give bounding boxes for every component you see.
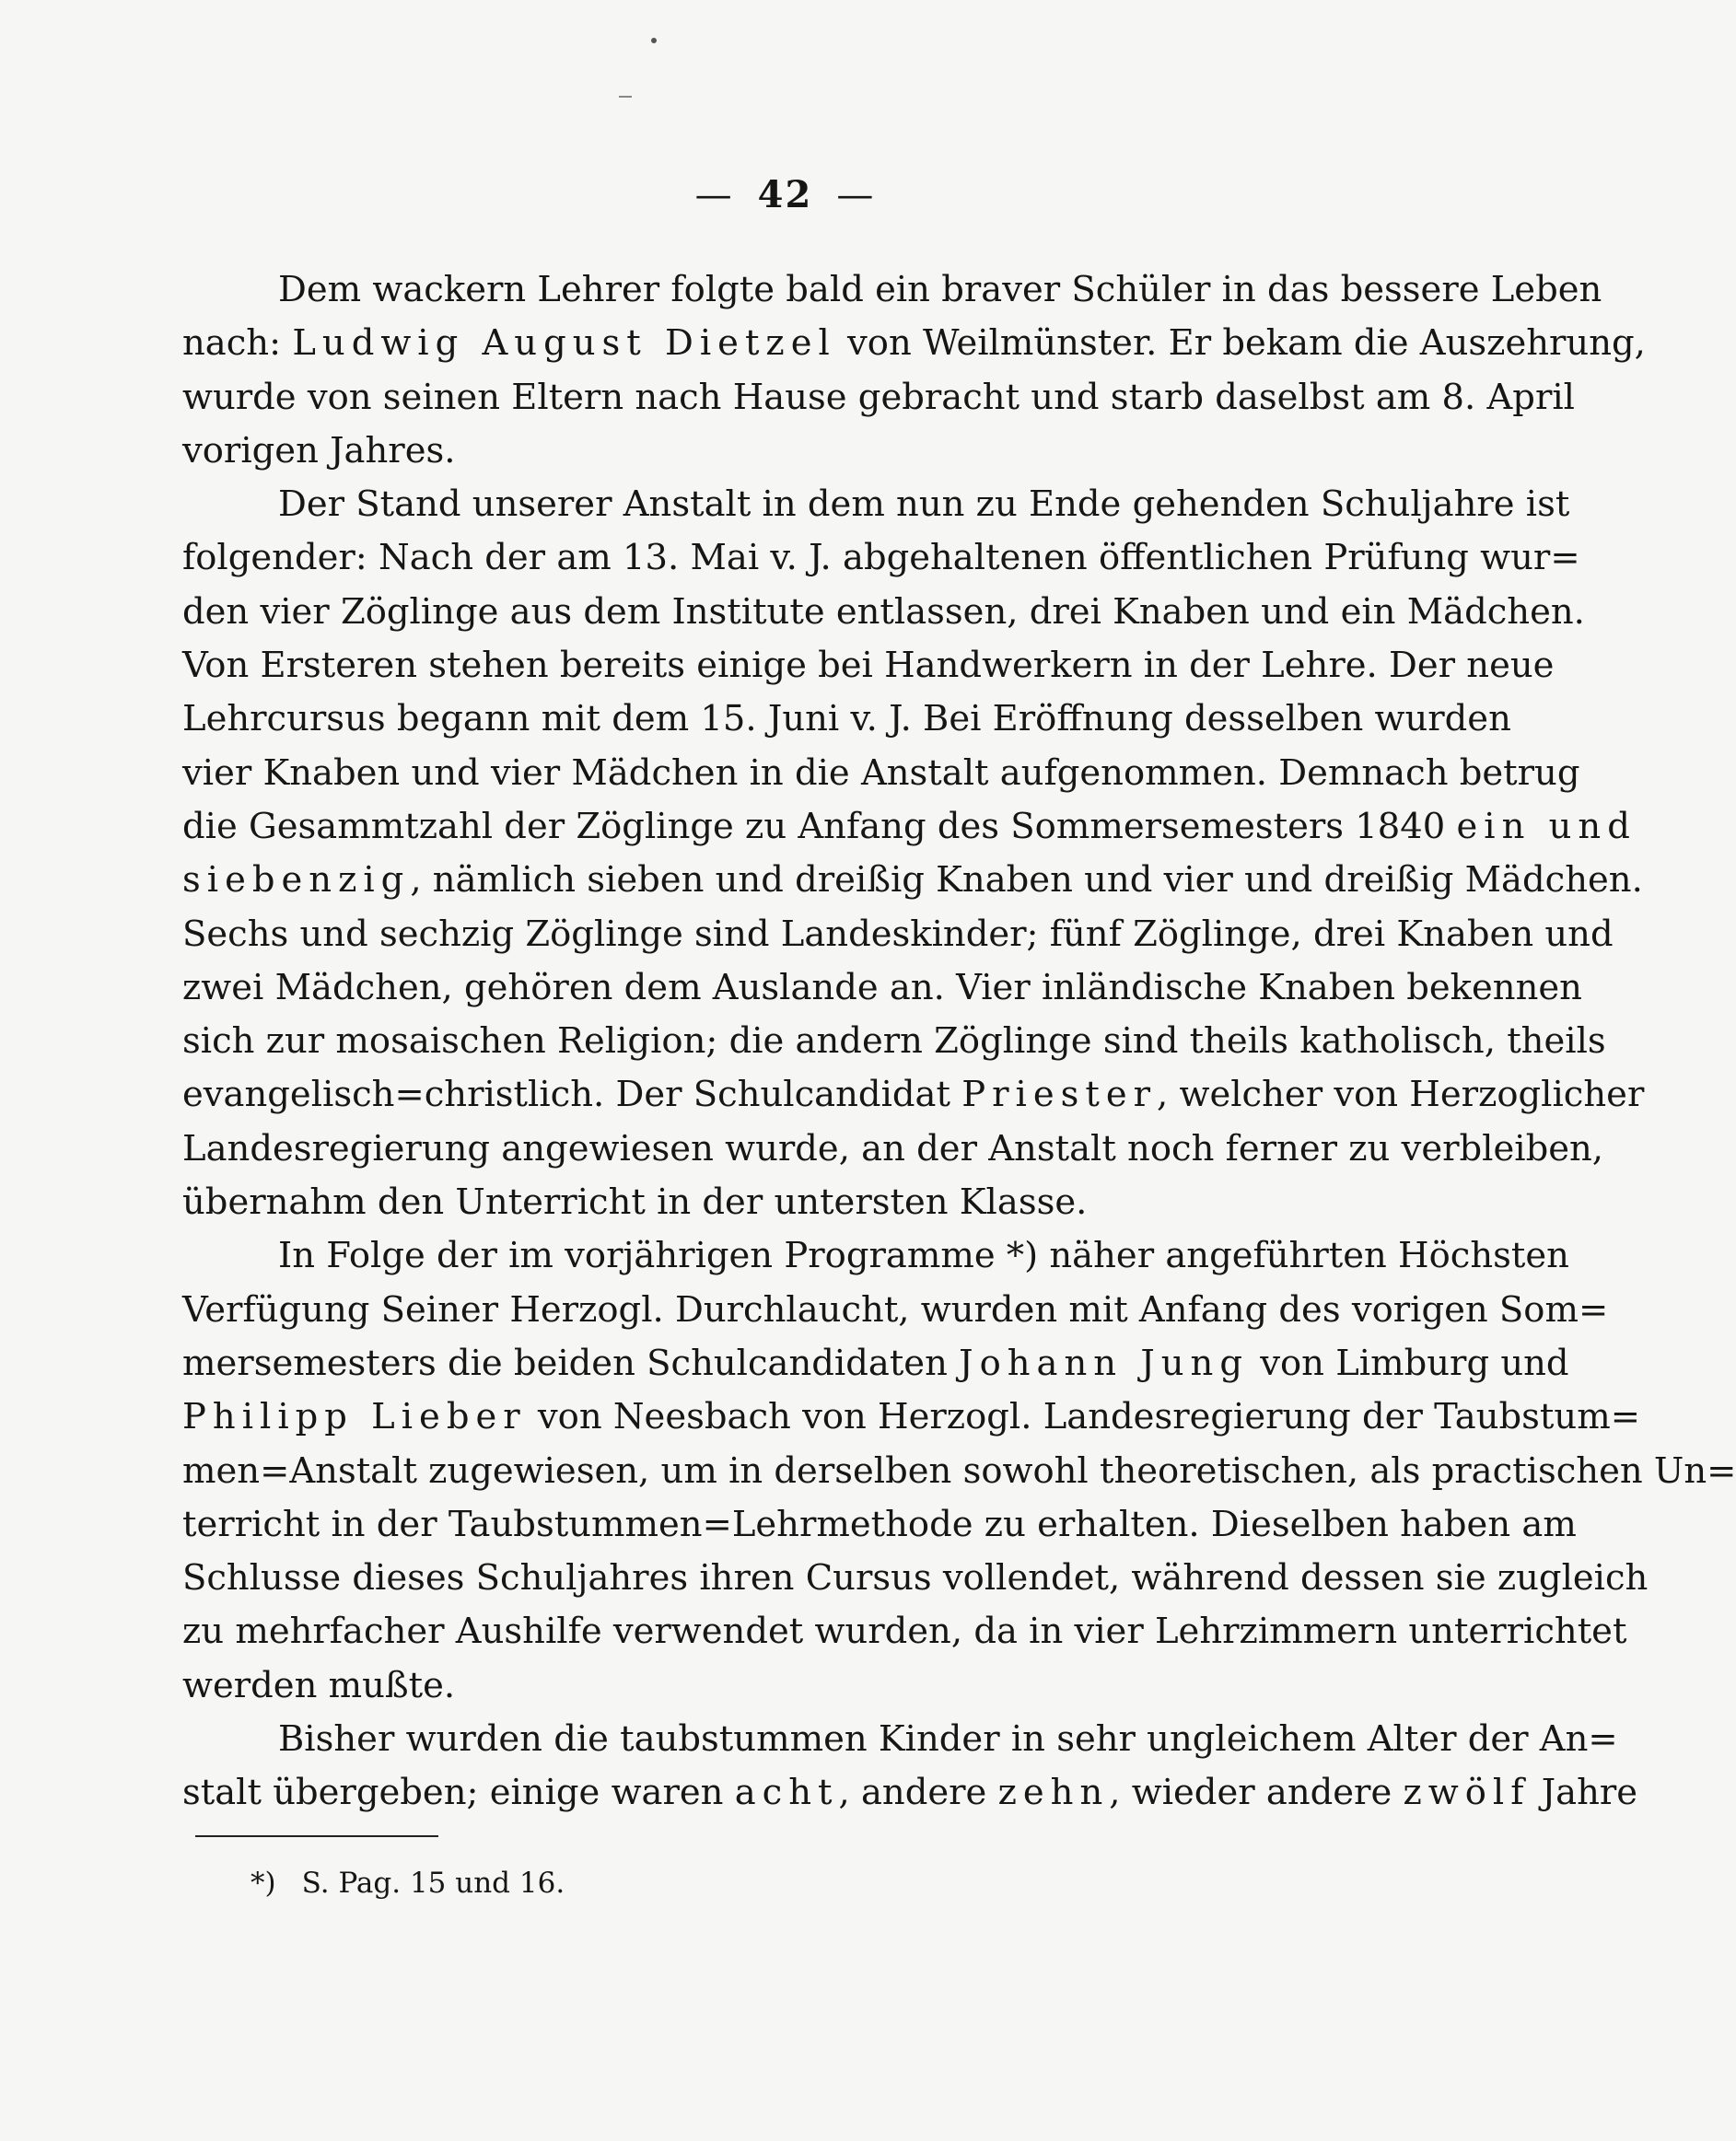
text-line: [182, 1390, 1640, 1444]
text-line: Dem wackern Lehrer folgte bald ein braver Schüler in das bessere Leben: [278, 269, 1602, 310]
header-dash-left: —: [694, 174, 734, 216]
text-segment: , andere: [838, 1772, 998, 1814]
text-line: [182, 1337, 1569, 1390]
text-line: den vier Zöglinge aus dem Institute entlassen, drei Knaben und ein Mädchen.: [182, 590, 1585, 633]
text-segment: mersemesters die beiden Schulcandidaten: [182, 1342, 960, 1384]
spaced-name: zehn: [997, 1772, 1110, 1814]
spaced-name: Johann Jung: [959, 1342, 1250, 1384]
text-line: sich zur mosaischen Religion; die andern Zöglinge sind theils katholisch, theils: [182, 1020, 1606, 1063]
text-line: zu mehrfacher Aushilfe verwendet wurden, da in vier Lehrzimmern unterrichtet: [182, 1611, 1627, 1653]
paragraph: [182, 478, 1645, 1229]
text-segment: von Weilmünster. Er bekam die Auszehrung,: [835, 322, 1646, 365]
footnote: [250, 1867, 565, 1900]
spaced-name: siebenzig: [182, 859, 411, 902]
text-line: zwei Mädchen, gehören dem Auslande an. Vier inländische Knaben bekennen: [182, 966, 1582, 1008]
text-line: [182, 800, 1637, 854]
page-number: 42: [757, 173, 813, 216]
text-line: Von Ersteren stehen bereits einige bei Handwerkern in der Lehre. Der neue: [182, 645, 1555, 687]
spaced-name: Philipp Lieber: [182, 1396, 527, 1438]
text-line: vier Knaben und vier Mädchen in die Anstalt aufgenommen. Demnach betrug: [182, 751, 1580, 794]
footnote-rule: [195, 1835, 438, 1837]
text-line: [182, 317, 1646, 370]
text-line: vorigen Jahres.: [182, 429, 456, 471]
text-line: Verfügung Seiner Herzogl. Durchlaucht, wurden mit Anfang des vorigen Som=: [182, 1288, 1609, 1331]
spaced-name: ein und: [1456, 805, 1637, 847]
speck: [651, 38, 657, 43]
spaced-name: Priester: [961, 1074, 1158, 1116]
text-line: wurde von seinen Eltern nach Hause gebracht und starb daselbst am 8. April: [182, 376, 1575, 418]
text-line: [182, 854, 1643, 907]
text-segment: Jahre: [1530, 1772, 1638, 1814]
text-segment: von Limburg und: [1249, 1342, 1569, 1384]
text-segment: stalt übergeben; einige waren: [182, 1772, 735, 1814]
text-line: Bisher wurden die taubstummen Kinder in sehr ungleichem Alter der An=: [278, 1718, 1618, 1761]
footnote-mark: *): [250, 1867, 276, 1900]
body-text: [182, 263, 1736, 1821]
text-line: Schlusse dieses Schuljahres ihren Cursus vollendet, während dessen sie zugleich: [182, 1557, 1649, 1600]
text-line: terricht in der Taubstummen=Lehrmethode zu erhalten. Dieselben haben am: [182, 1503, 1577, 1545]
page-header: [0, 173, 1570, 216]
text-segment: nach:: [182, 322, 293, 365]
text-line: werden mußte.: [182, 1664, 456, 1706]
spaced-name: zwölf: [1403, 1772, 1531, 1814]
text-line: Sechs und sechzig Zöglinge sind Landeskinder; fünf Zöglinge, drei Knaben und: [182, 913, 1614, 955]
text-line: [182, 1068, 1645, 1122]
speck: [619, 96, 632, 98]
text-line: Lehrcursus begann mit dem 15. Juni v. J. Bei Eröffnung desselben wurden: [182, 698, 1511, 740]
text-segment: , wieder andere: [1109, 1772, 1404, 1814]
text-line: [182, 1766, 1638, 1820]
footnote-text: S. Pag. 15 und 16.: [301, 1867, 565, 1900]
text-segment: , nämlich sieben und dreißig Knaben und vier und dreißig Mädchen.: [410, 859, 1643, 902]
text-line: Landesregierung angewiesen wurde, an der Anstalt noch ferner zu verbleiben,: [182, 1127, 1604, 1169]
text-line: In Folge der im vorjährigen Programme *) näher angeführten Höchsten: [278, 1235, 1569, 1277]
text-line: men=Anstalt zugewiesen, um in derselben sowohl theoretischen, als practischen Un=: [182, 1449, 1736, 1492]
text-line: folgender: Nach der am 13. Mai v. J. abgehaltenen öffentlichen Prüfung wur=: [182, 537, 1580, 579]
header-dash-right: —: [836, 174, 876, 216]
text-line: übernahm den Unterricht in der untersten Klasse.: [182, 1181, 1088, 1224]
spaced-name: Ludwig August Dietzel: [292, 322, 836, 365]
text-segment: die Gesammtzahl der Zöglinge zu Anfang des Sommersemesters 1840: [182, 805, 1457, 847]
text-segment: evangelisch=christlich. Der Schulcandidat: [182, 1074, 962, 1116]
text-line: Der Stand unserer Anstalt in dem nun zu Ende gehenden Schuljahre ist: [278, 483, 1570, 526]
spaced-name: acht: [734, 1772, 839, 1814]
paragraph: [182, 1713, 1638, 1821]
text-segment: , welcher von Herzoglicher: [1157, 1074, 1645, 1116]
paragraph: [182, 1229, 1736, 1713]
paragraph: [182, 263, 1646, 478]
text-segment: von Neesbach von Herzogl. Landesregierung der Taubstum=: [526, 1396, 1640, 1438]
